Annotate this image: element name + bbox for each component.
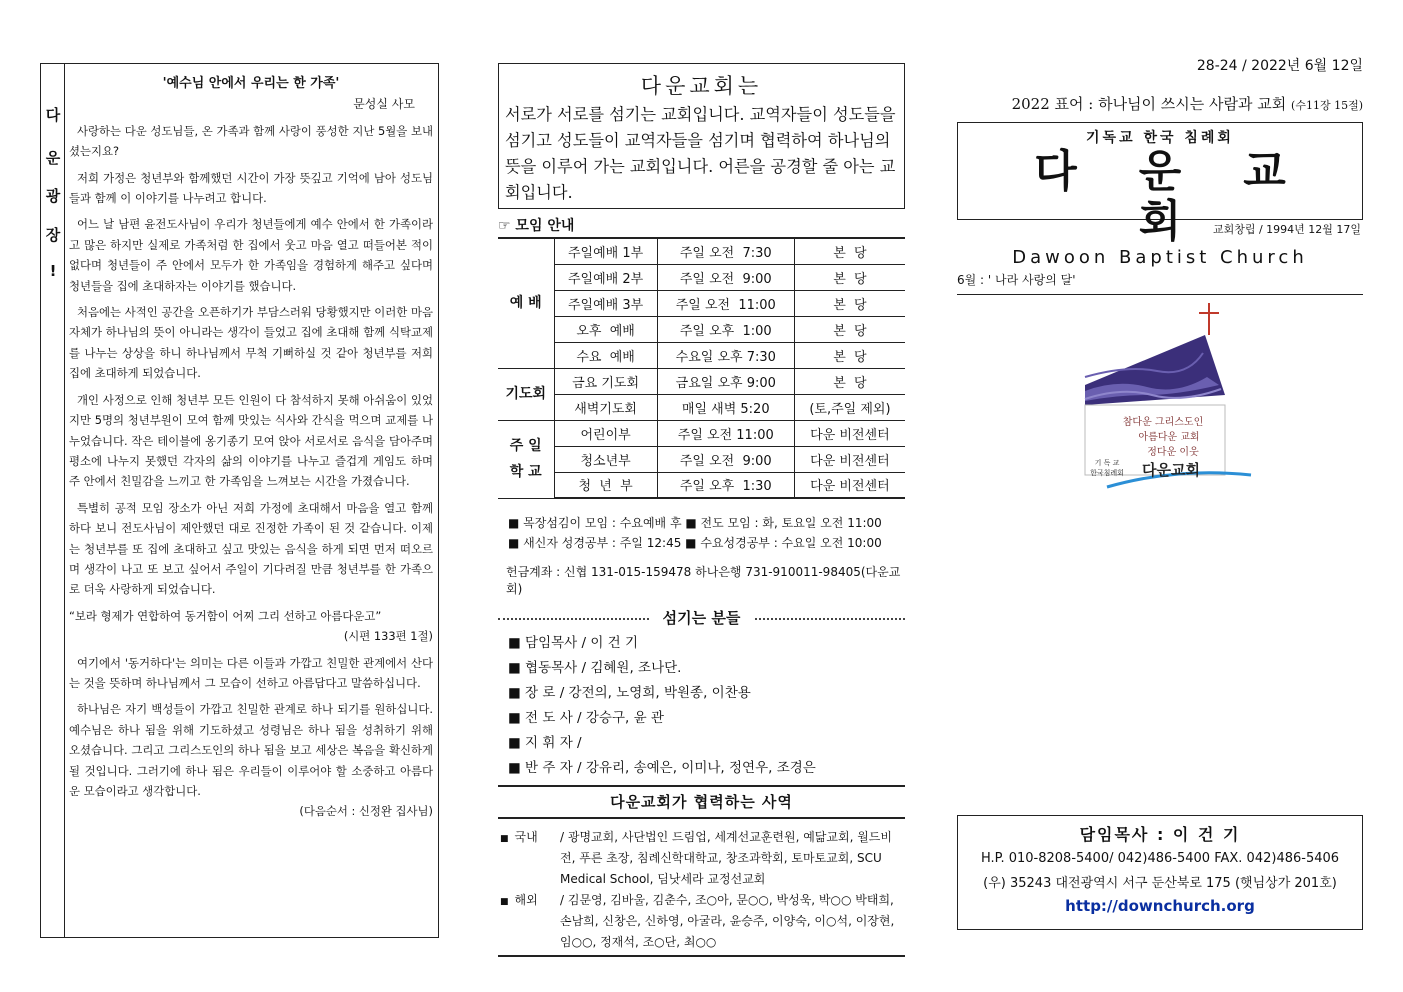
logo-denom: 한국침례회 bbox=[1090, 469, 1124, 477]
cover-panel bbox=[957, 55, 1363, 515]
schedule-name: 주일예배 2부 bbox=[554, 264, 657, 290]
column-label-char: ! bbox=[49, 262, 57, 280]
essay-paragraph: 어느 날 남편 윤전도사님이 우리가 청년들에게 예수 안에서 한 가족이라고 많은 하지만 실제로 가족처럼 한 집에서 웃고 마음 열고 떠들어본 적이 없다며 청년들이 주 안에서 모두가 한 가족임을 경험하게 해주고 싶다며 청년들을 집에 초대하자는 이야기를 했습니다. bbox=[69, 217, 433, 293]
schedule-category: 주 일 학 교 bbox=[498, 420, 554, 498]
issue-date: 28-24 / 2022년 6월 12일 bbox=[1196, 58, 1363, 74]
coop-value: / 광명교회, 사단법인 드림업, 세계선교훈련원, 예닮교회, 월드비전, 푸른 초장, 침례신학대학교, 창조과학회, 토마토교회, SCU Medical School, 딤낫세라 교정선교회 bbox=[560, 830, 892, 886]
essay-panel bbox=[40, 63, 439, 938]
essay-paragraph: 여기에서 '동거하다'는 의미는 다른 이들과 가깝고 친밀한 관계에서 산다는 것을 뜻하며 하나님께서 그 모습이 선하고 아름답다고 말씀하십니다. bbox=[69, 655, 433, 690]
website-link[interactable]: http://downchurch.org bbox=[1065, 897, 1255, 915]
coop-label-text: 해외 bbox=[514, 893, 538, 907]
schedule-time: 주일 오전 9:00 bbox=[657, 446, 794, 472]
year-motto-ref: (수11장 15절) bbox=[1291, 99, 1363, 112]
coop-value: / 김문영, 김바울, 김춘수, 조○아, 문○○, 박성욱, 박○○ 박태희, 손남희, 신창은, 신하영, 아굴라, 윤승주, 이양숙, 이○석, 이장현, 임○○, 정재석, 조○단, 최○○ bbox=[560, 893, 895, 949]
denomination: 기독교 한국 침례회 bbox=[1086, 130, 1234, 146]
schedule-time: 주일 오후 1:30 bbox=[657, 472, 794, 498]
schedule-row bbox=[498, 264, 905, 290]
address: (우) 35243 대전광역시 서구 둔산북로 175 (햇님상가 201호) bbox=[983, 876, 1337, 891]
logo-text: 아름다운 교회 bbox=[1138, 432, 1200, 443]
essay-paragraph: 개인 사정으로 인해 청년부 모든 인원이 다 참석하지 못해 아쉬움이 있었지만 5명의 청년부원이 모여 함께 맛있는 식사와 간식을 먹으며 교제를 나누었습니다. 작은 테이블에 옹기종기 모여 앉아 서로서로 음식을 담아주며 평소에 나누지 못했던 각자의 삶의 이야기를 나누고 즐겁게 게임도 하며 주 안에서 친밀감을 느끼고 한 가족임을 느껴보는 시간을 가졌습니다. bbox=[69, 392, 433, 489]
schedule-place: 본 당 bbox=[794, 316, 905, 342]
pastor-contact-box bbox=[957, 815, 1363, 930]
schedule-row bbox=[498, 342, 905, 368]
schedule-place: 다운 비전센터 bbox=[794, 472, 905, 498]
bible-verse-ref: (시편 133편 1절) bbox=[343, 629, 433, 644]
coop-row bbox=[498, 827, 905, 890]
schedule-row bbox=[498, 290, 905, 316]
year-motto bbox=[957, 93, 1363, 114]
schedule-name: 주일예배 1부 bbox=[554, 238, 657, 264]
meeting-notes bbox=[508, 513, 905, 553]
schedule-place: 본 당 bbox=[794, 368, 905, 394]
logo-denom: 기 독 교 bbox=[1094, 459, 1120, 467]
schedule-table bbox=[498, 237, 905, 499]
schedule-place: (토,주일 제외) bbox=[794, 394, 905, 420]
offering-account: 헌금계좌 : 신협 131-015-159478 하나은행 731-910011-98405(다운교회) bbox=[506, 565, 901, 596]
bullet-icon: ■ bbox=[500, 897, 509, 907]
server-item: ■ 장 로 / 강전의, 노영희, 박원종, 이찬용 bbox=[508, 685, 751, 701]
church-name: 다운교회 bbox=[1034, 146, 1348, 247]
mission-text: 서로가 서로를 섬기는 교회입니다. 교역자들이 성도들을 섬기고 성도들이 교역자들을 섬기며 협력하여 하나님의 뜻을 이루어 가는 교회입니다. 어른을 공경할 줄 아는 교회입니다. bbox=[505, 105, 896, 202]
schedule-place: 다운 비전센터 bbox=[794, 420, 905, 446]
schedule-place: 본 당 bbox=[794, 238, 905, 264]
meeting-note: ■ 새신자 성경공부 : 주일 12:45 ■ 수요성경공부 : 수요일 오전 10:00 bbox=[508, 536, 882, 550]
founded-date: 교회창립 / 1994년 12월 17일 bbox=[1212, 223, 1361, 236]
schedule-name: 청 년 부 bbox=[554, 472, 657, 498]
church-logo-graphic bbox=[957, 295, 1363, 515]
servers-heading-text: 섬기는 분들 bbox=[649, 609, 755, 627]
schedule-time: 주일 오전 7:30 bbox=[657, 238, 794, 264]
schedule-name: 오후 예배 bbox=[554, 316, 657, 342]
schedule-category: 기도회 bbox=[498, 368, 554, 420]
schedule-place: 다운 비전센터 bbox=[794, 446, 905, 472]
schedule-row bbox=[498, 446, 905, 472]
meeting-note: ■ 목장섬김이 모임 : 수요예배 후 ■ 전도 모임 : 화, 토요일 오전 11:00 bbox=[508, 516, 882, 530]
server-item: ■ 전 도 사 / 강승구, 윤 관 bbox=[508, 710, 664, 726]
schedule-name: 수요 예배 bbox=[554, 342, 657, 368]
meetings-heading: ☞ 모임 안내 bbox=[498, 218, 575, 234]
server-item: ■ 지 휘 자 / bbox=[508, 735, 582, 751]
servers-list bbox=[508, 631, 905, 781]
schedule-row bbox=[498, 420, 905, 446]
essay-paragraph: 사랑하는 다운 성도님들, 온 가족과 함께 사랑이 풍성한 지난 5월을 보내셨는지요? bbox=[69, 123, 433, 159]
coop-list bbox=[498, 827, 905, 957]
column-label-char: 광 bbox=[45, 187, 61, 205]
schedule-time: 수요일 오후 7:30 bbox=[657, 342, 794, 368]
coop-row bbox=[498, 890, 905, 953]
schedule-time: 주일 오전 11:00 bbox=[657, 420, 794, 446]
schedule-time: 주일 오전 11:00 bbox=[657, 290, 794, 316]
info-panel bbox=[498, 63, 905, 957]
coop-heading: 다운교회가 협력하는 사역 bbox=[498, 785, 905, 819]
schedule-row bbox=[498, 368, 905, 394]
church-mission-box bbox=[498, 63, 905, 209]
server-item: ■ 반 주 자 / 강유리, 송예은, 이미나, 정연우, 조경은 bbox=[508, 760, 816, 776]
schedule-place: 본 당 bbox=[794, 342, 905, 368]
column-label-char: 다 bbox=[45, 106, 61, 124]
schedule-time: 주일 오전 9:00 bbox=[657, 264, 794, 290]
column-label-char: 운 bbox=[45, 149, 61, 167]
church-name-en: Dawoon Baptist Church bbox=[1012, 247, 1308, 268]
essay-paragraph: 하나님은 자기 백성들이 가깝고 친밀한 관계로 하나 되기를 원하십니다. 예수님은 하나 됨을 위해 기도하셨고 성령님은 하나 됨을 성취하기 위해 오셨습니다. 그리고 그리스도인의 하나 됨을 보고 세상은 복음을 확신하게 될 것입니다. 그러기에 하나 됨은 우리들이 이루어야 할 소중하고 아름다운 모습이라고 생각합니다. bbox=[69, 702, 433, 798]
schedule-name: 주일예배 3부 bbox=[554, 290, 657, 316]
logo-text: 참다운 그리스도인 bbox=[1122, 417, 1204, 428]
column-label-char: 장 bbox=[45, 226, 61, 244]
schedule-time: 매일 새벽 5:20 bbox=[657, 394, 794, 420]
essay-author: 문성실 사모 bbox=[353, 97, 415, 112]
month-theme: 6월 : ' 나라 사랑의 달' bbox=[957, 271, 1363, 295]
servers-heading bbox=[498, 607, 905, 629]
schedule-time: 주일 오후 1:00 bbox=[657, 316, 794, 342]
schedule-category: 예 배 bbox=[498, 238, 554, 368]
bible-verse: “보라 형제가 연합하여 동거함이 어찌 그리 선하고 아름다운고” bbox=[69, 608, 382, 623]
schedule-row bbox=[498, 238, 905, 264]
pastor-name: 담임목사 : 이 건 기 bbox=[1079, 825, 1241, 844]
essay-title: '예수님 안에서 우리는 한 가족' bbox=[162, 76, 340, 91]
server-item: ■ 협동목사 / 김혜원, 조나단. bbox=[508, 660, 682, 676]
schedule-name: 새벽기도회 bbox=[554, 394, 657, 420]
essay-paragraph: 처음에는 사적인 공간을 오픈하기가 부담스러워 당황했지만 이러한 마음 자체가 하나님의 뜻이 아니라는 생각이 들었고 집에 초대해 함께 식탁교제를 나누는 상상을 하니 하나님께서 무척 기뻐하실 것 같아 청년부를 저희 집에 초대하게 되었습니다. bbox=[69, 305, 433, 381]
schedule-row bbox=[498, 316, 905, 342]
schedule-place: 본 당 bbox=[794, 290, 905, 316]
server-item: ■ 담임목사 / 이 건 기 bbox=[508, 635, 639, 651]
phone-numbers: H.P. 010-8208-5400/ 042)486-5400 FAX. 042)486-5406 bbox=[980, 851, 1340, 866]
schedule-name: 금요 기도회 bbox=[554, 368, 657, 394]
coop-label bbox=[498, 890, 560, 953]
schedule-time: 금요일 오후 9:00 bbox=[657, 368, 794, 394]
logo-text: 정다운 이웃 bbox=[1147, 447, 1199, 458]
schedule-name: 청소년부 bbox=[554, 446, 657, 472]
essay-paragraph: 특별히 공적 모임 장소가 아닌 저희 가정에 초대해서 마음을 열고 함께 하다 보니 전도사님이 제안했던 대로 진정한 가족이 된 것 같습니다. 이제는 청년부를 또 집에 초대하고 싶고 맛있는 음식을 하게 되면 먼저 떠오르며 생각이 나고 또 보고 싶어서 주일이 기다려질 만큼 청년부를 한 가족으로 더욱 사랑하게 되었습니다. bbox=[69, 500, 433, 597]
year-motto-text: 2022 표어 : 하나님이 쓰시는 사람과 교회 bbox=[1011, 95, 1287, 113]
next-author: (다음순서 : 신정완 집사님) bbox=[299, 804, 433, 819]
schedule-row bbox=[498, 394, 905, 420]
schedule-name: 어린이부 bbox=[554, 420, 657, 446]
column-label-bar bbox=[41, 64, 65, 937]
schedule-row bbox=[498, 472, 905, 498]
bullet-icon: ■ bbox=[500, 834, 509, 844]
logo-name: 다운교회 bbox=[1142, 461, 1200, 479]
coop-label bbox=[498, 827, 560, 890]
coop-label-text: 국내 bbox=[514, 830, 538, 844]
mission-heading: 다운교회는 bbox=[640, 74, 763, 98]
schedule-place: 본 당 bbox=[794, 264, 905, 290]
essay-paragraph: 저희 가정은 청년부와 함께했던 시간이 가장 뜻깊고 기억에 남아 성도님들과 함께 이 이야기를 나누려고 합니다. bbox=[69, 170, 433, 206]
church-logo bbox=[957, 295, 1363, 515]
